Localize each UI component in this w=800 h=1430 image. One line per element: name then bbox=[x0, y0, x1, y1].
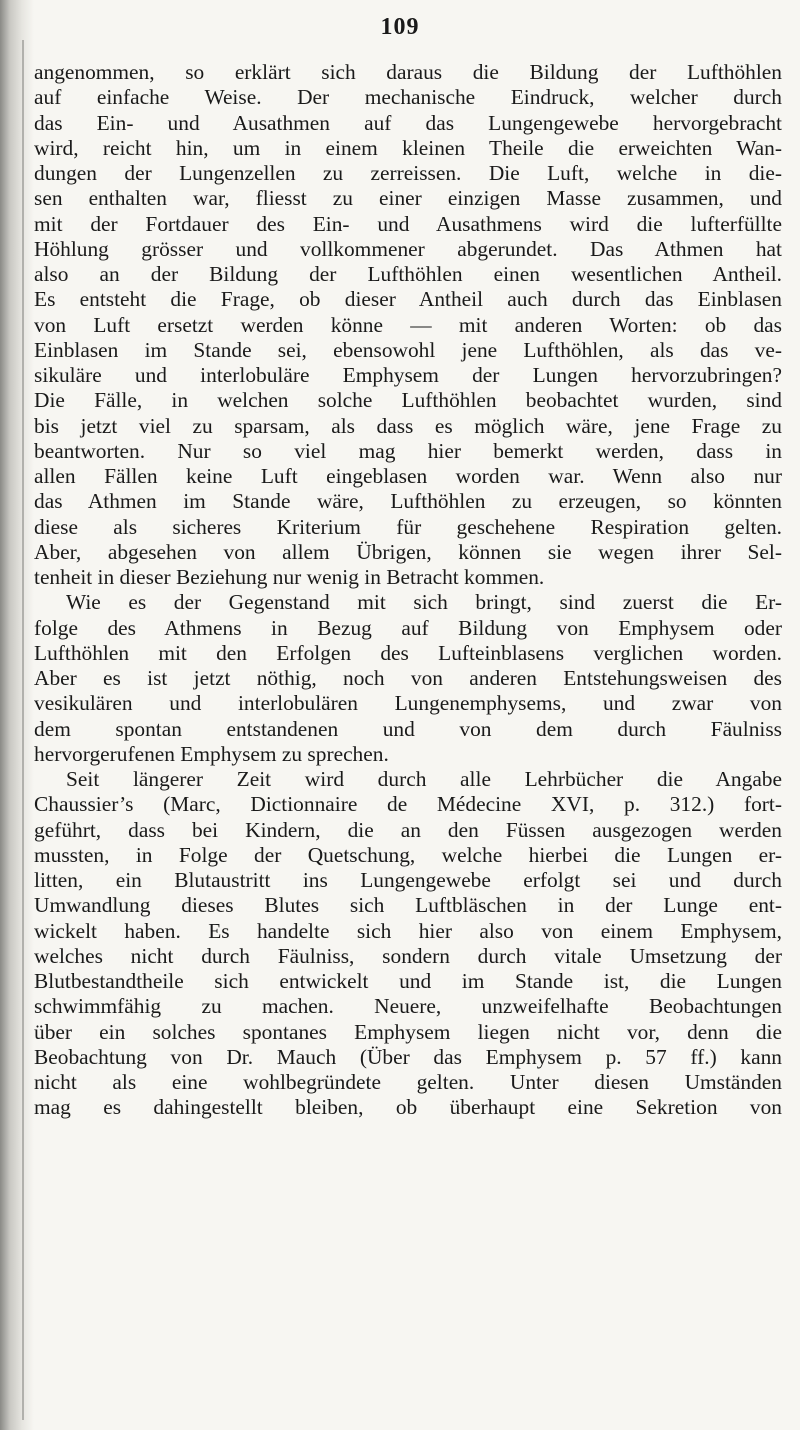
text-line: Lufthöhlen mit den Erfolgen des Lufteinblasens verglichen worden. bbox=[34, 640, 782, 665]
text-line: mussten, in Folge der Quetschung, welche hierbei die Lungen er- bbox=[34, 842, 782, 867]
text-line: geführt, dass bei Kindern, die an den Füssen ausgezogen werden bbox=[34, 817, 782, 842]
text-line: welches nicht durch Fäulniss, sondern durch vitale Umsetzung der bbox=[34, 943, 782, 968]
text-line: auf einfache Weise. Der mechanische Eindruck, welcher durch bbox=[34, 85, 782, 110]
text-line: Blutbestandtheile sich entwickelt und im Stande ist, die Lungen bbox=[34, 969, 782, 993]
text-line: Umwandlung dieses Blutes sich Luftbläschen in der Lunge ent- bbox=[34, 893, 782, 918]
text-line: angenommen, so erklärt sich daraus die Bildung der Lufthöhlen bbox=[34, 60, 782, 84]
text-line: Chaussier’s (Marc, Dictionnaire de Médecine XVI, p. 312.) fort- bbox=[34, 792, 782, 817]
text-line: litten, ein Blutaustritt ins Lungengewebe erfolgt sei und durch bbox=[34, 868, 782, 892]
text-line: diese als sicheres Kriterium für geschehene Respiration gelten. bbox=[34, 514, 782, 539]
text-line: das Ein- und Ausathmen auf das Lungengewebe hervorgebracht bbox=[34, 110, 782, 135]
text-line: tenheit in dieser Beziehung nur wenig in Betracht kommen. bbox=[34, 565, 545, 589]
text-line: sikuläre und interlobuläre Emphysem der Lungen hervorzubringen? bbox=[34, 363, 782, 387]
text-line: über ein solches spontanes Emphysem liegen nicht vor, denn die bbox=[34, 1019, 782, 1044]
text-line: dem spontan entstandenen und von dem durch Fäulniss bbox=[34, 716, 782, 741]
body-text bbox=[34, 60, 782, 1121]
binding-edge bbox=[22, 40, 24, 1420]
text-line: vesikulären und interlobulären Lungenemphysems, und zwar von bbox=[34, 691, 782, 716]
text-line: folge des Athmens in Bezug auf Bildung von Emphysem oder bbox=[34, 615, 782, 640]
text-line: mag es dahingestellt bleiben, ob überhaupt eine Sekretion von bbox=[34, 1095, 782, 1120]
text-line: beantworten. Nur so viel mag hier bemerkt werden, dass in bbox=[34, 438, 782, 463]
text-line: also an der Bildung der Lufthöhlen einen wesentlichen Antheil. bbox=[34, 262, 782, 286]
text-line: mit der Fortdauer des Ein- und Ausathmens wird die lufterfüllte bbox=[34, 211, 782, 236]
text-line: das Athmen im Stande wäre, Lufthöhlen zu erzeugen, so könnten bbox=[34, 489, 782, 514]
text-line: dungen der Lungenzellen zu zerreissen. Die Luft, welche in die- bbox=[34, 161, 782, 185]
text-line: Aber es ist jetzt nöthig, noch von anderen Entstehungsweisen des bbox=[34, 666, 782, 690]
text-line: nicht als eine wohlbegründete gelten. Unter diesen Umständen bbox=[34, 1070, 782, 1094]
text-line: schwimmfähig zu machen. Neuere, unzweifelhafte Beobachtungen bbox=[34, 994, 782, 1019]
text-line: bis jetzt viel zu sparsam, als dass es möglich wäre, jene Frage zu bbox=[34, 413, 782, 438]
text-line: Einblasen im Stande sei, ebensowohl jene Lufthöhlen, als das ve- bbox=[34, 337, 782, 362]
text-line: wird, reicht hin, um in einem kleinen Theile die erweichten Wan- bbox=[34, 135, 782, 160]
paragraph-start-line: Seit längerer Zeit wird durch alle Lehrbücher die Angabe bbox=[66, 767, 782, 791]
text-line: von Luft ersetzt werden könne — mit anderen Worten: ob das bbox=[34, 312, 782, 337]
page-gutter-shadow bbox=[0, 0, 34, 1430]
text-line: allen Fällen keine Luft eingeblasen worden war. Wenn also nur bbox=[34, 464, 782, 488]
text-line: sen enthalten war, fliesst zu einer einzigen Masse zusammen, und bbox=[34, 186, 782, 211]
text-line: Beobachtung von Dr. Mauch (Über das Emphysem p. 57 ff.) kann bbox=[34, 1044, 782, 1069]
text-line: Die Fälle, in welchen solche Lufthöhlen beobachtet wurden, sind bbox=[34, 388, 782, 413]
text-line: Es entsteht die Frage, ob dieser Antheil auch durch das Einblasen bbox=[34, 287, 782, 312]
page-number: 109 bbox=[380, 14, 420, 40]
text-line: wickelt haben. Es handelte sich hier also von einem Emphysem, bbox=[34, 918, 782, 943]
text-line: Aber, abgesehen von allem Übrigen, können sie wegen ihrer Sel- bbox=[34, 539, 782, 564]
paragraph-start-line: Wie es der Gegenstand mit sich bringt, sind zuerst die Er- bbox=[66, 590, 782, 615]
text-line: hervorgerufenen Emphysem zu sprechen. bbox=[34, 741, 389, 766]
text-line: Höhlung grösser und vollkommener abgerundet. Das Athmen hat bbox=[34, 236, 782, 261]
